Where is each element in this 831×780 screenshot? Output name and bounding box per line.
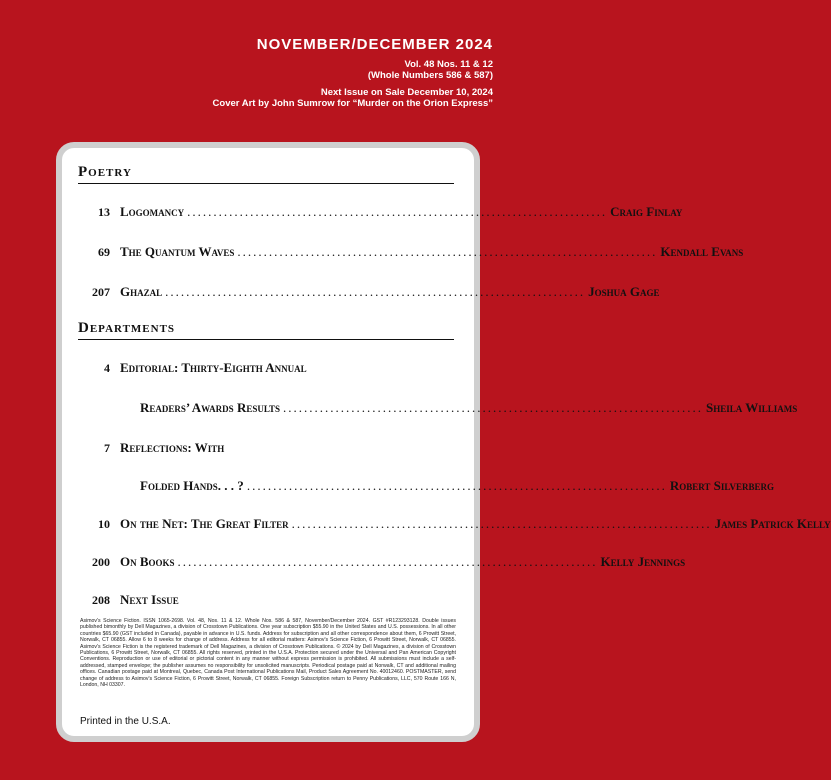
next-issue-date: Next Issue on Sale December 10, 2024 (320, 87, 493, 98)
toc-entry[interactable] (76, 360, 456, 380)
entry-title: Ghazal (120, 284, 163, 299)
toc-entry-continued[interactable] (76, 478, 775, 498)
page-number: 13 (98, 205, 110, 219)
next-issue-info (213, 87, 493, 109)
entry-author: Kendall Evans (660, 244, 744, 259)
entry-title: Logomancy (120, 204, 185, 219)
entry-title: The Quantum Waves (120, 244, 235, 259)
toc-entry[interactable] (76, 244, 744, 264)
toc-entry[interactable] (76, 516, 831, 536)
leader-dots: ................................................................................ (291, 516, 712, 531)
leader-dots: ................................................................................ (246, 478, 667, 493)
leader-dots: ................................................................................ (283, 400, 704, 415)
entry-author: Robert Silverberg (669, 478, 775, 493)
entry-title: Folded Hands. . . ? (140, 478, 244, 493)
cover-art-credit: Cover Art by John Sumrow for “Murder on the Orion Express” (212, 98, 493, 109)
leader-dots: ................................................................................ (187, 204, 608, 219)
leader-dots: ................................................................................ (237, 244, 658, 259)
entry-title: Readers’ Awards Results (140, 400, 281, 415)
entry-author: Sheila Williams (706, 400, 798, 415)
entry-author: Craig Finlay (610, 204, 683, 219)
page-number: 208 (92, 593, 110, 607)
toc-entry-continued[interactable] (76, 400, 798, 420)
volume-number: Vol. 48 Nos. 11 & 12 (404, 59, 493, 70)
page-number: 4 (104, 361, 110, 375)
leader-dots: ................................................................................ (165, 284, 586, 299)
page-number: 200 (92, 555, 110, 569)
contents-panel (56, 142, 831, 742)
page-number: 69 (98, 245, 110, 259)
poetry-heading: Poetry (78, 164, 454, 184)
entry-author: James Patrick Kelly (714, 516, 831, 531)
toc-entry[interactable] (76, 592, 456, 612)
toc-entry[interactable] (76, 204, 683, 224)
toc-entry[interactable] (76, 554, 686, 574)
issue-header (213, 36, 493, 109)
whole-numbers: (Whole Numbers 586 & 587) (367, 70, 493, 81)
leader-dots: ................................................................................ (177, 554, 598, 569)
legal-notice: Asimov's Science Fiction. ISSN 1065-2698. Vol. 48, Nos. 11 & 12. Whole Nos. 586 & 587, November/December 2024. GST #R123293128. Double issues published bimonthly by Dell Magazines, a division of Crosstown Publications. One year subscription $55.90 in the United States and U.S. possessions. In all other countries $65.90 (GST included in Canada), payable in advance in U.S. funds. Address for subscription and all other correspondence about them, 6 Prowitt Street, Norwalk, CT 06855. Allow 6 to 8 weeks for change of address. Address for all editorial matters: Asimov's Science Fiction, 6 Prowitt Street, Norwalk, CT 06855. Asimov's Science Fiction is the registered trademark of Dell Magazines, a division of Crosstown Publications. © 2024 by Dell Magazines, a division of Crosstown Publications, 6 Prowitt Street, Norwalk, CT 06855. All rights reserved, printed in the U.S.A. Protection secured under the Universal and Pan American Copyright Conventions. Reproduction or use of editorial or pictorial content in any manner without express permission is prohibited. All submissions must include a self-addressed, stamped envelope; the publisher assumes no responsibility for unsolicited manuscripts. Periodical postage paid at Norwalk, CT and additional mailing offices. Canadian postage paid at Montreal, Quebec, Canada Post International Publications Mail, Product Sales Agreement No. 40012460. POSTMASTER, send change of address to Asimov's Science Fiction, 6 Prowitt Street, Norwalk, CT 06855. Foreign Subscription return to Penny Publications, LLC, 570 Route 166 N, London, NH 03307. (80, 618, 456, 689)
entry-title: Editorial: Thirty-Eighth Annual (120, 360, 307, 375)
entry-author: Joshua Gage (588, 284, 660, 299)
printed-in-usa: Printed in the U.S.A. (80, 716, 171, 727)
page-number: 207 (92, 285, 110, 299)
entry-title: Next Issue (120, 592, 179, 607)
toc-entry[interactable] (76, 440, 456, 460)
entry-author: Kelly Jennings (600, 554, 686, 569)
page-number: 7 (104, 441, 110, 455)
entry-title: Reflections: With (120, 440, 225, 455)
issue-date: NOVEMBER/DECEMBER 2024 (256, 36, 493, 53)
entry-title: On Books (120, 554, 175, 569)
volume-info (213, 59, 493, 81)
entry-title: On the Net: The Great Filter (120, 516, 289, 531)
toc-entry[interactable] (76, 284, 660, 304)
page-number: 10 (98, 517, 110, 531)
departments-heading: Departments (78, 320, 454, 340)
